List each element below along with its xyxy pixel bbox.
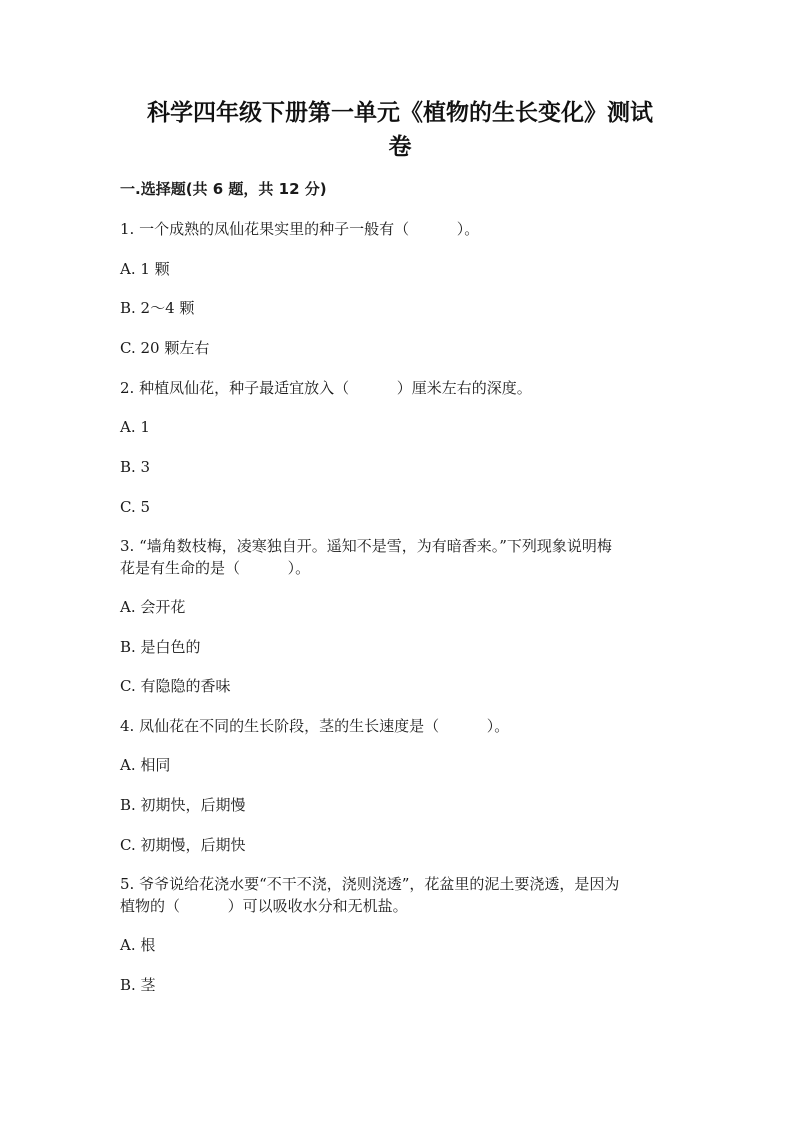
question-1-option-c: C. 20 颗左右 [120,339,210,357]
question-2-option-a: A. 1 [120,418,150,436]
question-5-option-b: B. 茎 [120,976,156,994]
question-2-option-b: B. 3 [120,458,151,476]
question-5-stem-line-1: 5. 爷爷说给花浇水要“不干不浇，浇则浇透”，花盆里的泥土要浇透，是因为 [120,875,620,893]
title-line-1: 科学四年级下册第一单元《植物的生长变化》测试 [147,100,653,126]
question-3-option-c: C. 有隐隐的香味 [120,677,231,695]
question-3-stem-line-2: 花是有生命的是（ ）。 [120,559,311,577]
question-1-stem: 1. 一个成熟的凤仙花果实里的种子一般有（ ）。 [120,220,480,238]
question-3-stem-line-1: 3. “墙角数枝梅，凌寒独自开。遥知不是雪，为有暗香来。”下列现象说明梅 [120,537,612,555]
section-heading: 一.选择题(共 6 题，共 12 分) [120,180,327,198]
question-2-stem: 2. 种植凤仙花，种子最适宜放入（ ）厘米左右的深度。 [120,379,532,397]
question-1-option-a: A. 1 颗 [120,260,170,278]
question-4-option-b: B. 初期快，后期慢 [120,796,246,814]
title-line-2: 卷 [388,134,412,160]
question-3-option-a: A. 会开花 [120,598,186,616]
document-title [110,96,690,164]
question-4-option-c: C. 初期慢，后期快 [120,836,246,854]
question-1-option-b: B. 2～4 颗 [120,299,195,317]
question-5-stem-line-2: 植物的（ ）可以吸收水分和无机盐。 [120,897,408,915]
question-5-option-a: A. 根 [120,936,156,954]
question-4-stem: 4. 凤仙花在不同的生长阶段，茎的生长速度是（ ）。 [120,717,510,735]
question-3-option-b: B. 是白色的 [120,638,201,656]
question-2-option-c: C. 5 [120,498,151,516]
question-4-option-a: A. 相同 [120,756,171,774]
